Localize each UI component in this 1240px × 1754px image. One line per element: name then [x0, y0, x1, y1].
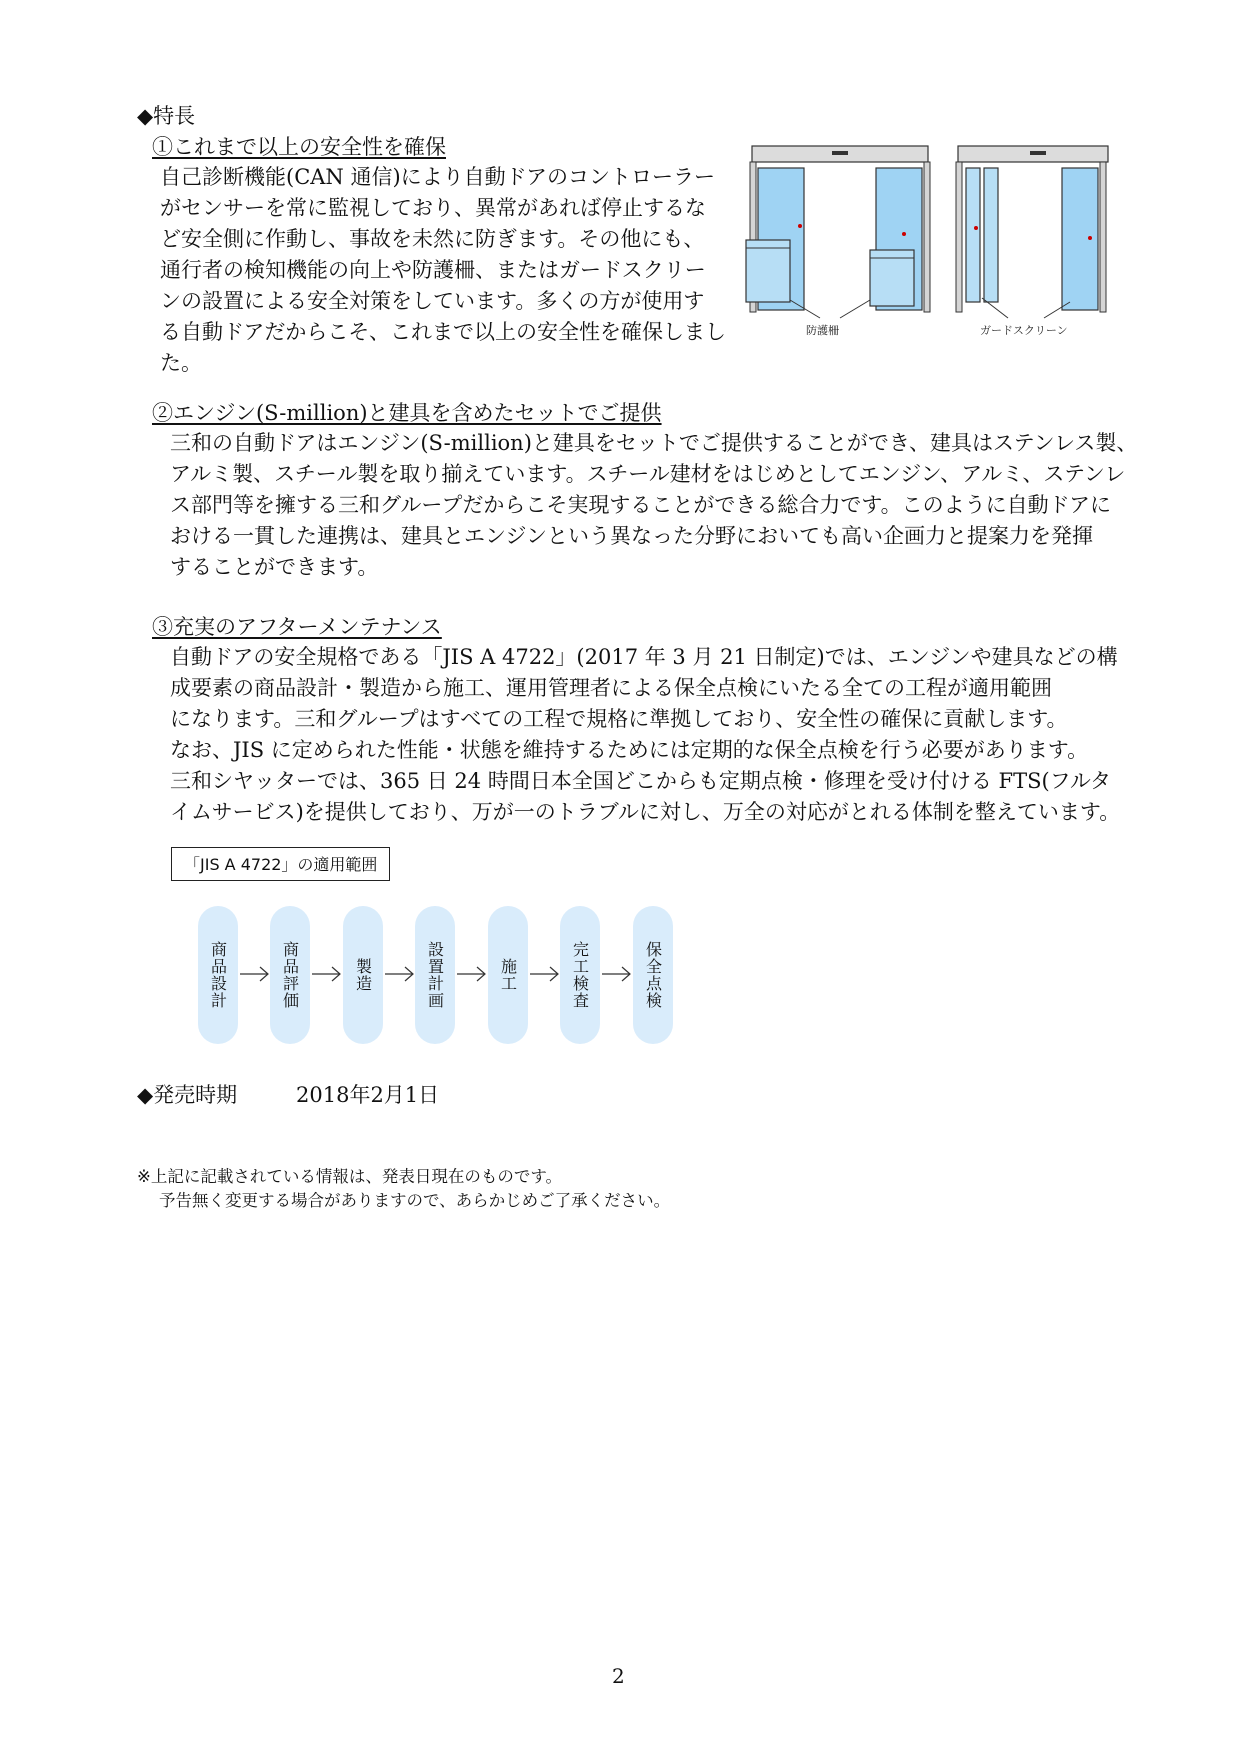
process-step: 商品設計 — [198, 906, 238, 1044]
process-step: 設置計画 — [415, 906, 455, 1044]
feature1-body: 自己診断機能(CAN 通信)により自動ドアのコントローラー がセンサーを常に監視しており、異常があれば停止するな ど安全側に作動し、事故を未然に防ぎます。その他にも、 通行者の検知機能の向上や防護柵、またはガードスクリー ンの設置による安全対策をしています。多くの方が使用す る自動ドアだからこそ、これまで以上の安全性を確保しまし た。 — [160, 165, 726, 375]
process-step: 施工 — [488, 906, 528, 1044]
note-line: ※上記に記載されている情報は、発表日現在のものです。 — [137, 1167, 563, 1186]
release-label: ◆発売時期 — [137, 1083, 238, 1107]
caption-guard-screen: ガードスクリーン — [980, 324, 1068, 337]
jis-scope-label: 「JIS A 4722」の適用範囲 — [171, 847, 390, 881]
arrow-right-icon — [310, 964, 342, 984]
release-date: 2018年2月1日 — [296, 1083, 440, 1107]
section-title: ◆特長 — [137, 104, 196, 128]
note-line: 予告無く変更する場合がありますので、あらかじめご了承ください。 — [159, 1191, 671, 1210]
feature2-body: 三和の自動ドアはエンジン(S-million)と建具をセットでご提供することができ、建具はステンレス製、 アルミ製、スチール製を取り揃えています。スチール建材をはじめとしてエンジン、アルミ、ステンレ ス部門等を擁する三和グループだからこそ実現することができる総合力です。このように自動ドアに おける一貫した連携は、建具とエンジンという異なった分野においても高い企画力と提案力を発揮 することができます。 — [170, 431, 1138, 579]
caption-guard-fence: 防護柵 — [806, 324, 839, 337]
process-step: 完工検査 — [560, 906, 600, 1044]
process-step: 商品評価 — [270, 906, 310, 1044]
door-guard-screen-image — [956, 146, 1108, 337]
door-guard-fence-image — [746, 146, 930, 337]
feature3-body: 自動ドアの安全規格である「JIS A 4722」(2017 年 3 月 21 日制定)では、エンジンや建具などの構 成要素の商品設計・製造から施工、運用管理者による保全点検にいたる全ての工程が適用範囲 になります。三和グループはすべての工程で規格に準拠しており、安全性の確保に貢献します。 なお、JIS に定められた性能・状態を維持するためには定期的な保全点検を行う必要があります。 三和シヤッターでは、365 日 24 時間日本全国どこからも定期点検・修理を受け付ける FTS(フルタ イムサービス)を提供しており、万が一のトラブルに対し、万全の対応がとれる体制を整えています。 — [170, 645, 1121, 824]
door-illustrations — [740, 142, 1110, 342]
feature2-heading: ②エンジン(S-million)と建具を含めたセットでご提供 — [152, 401, 662, 425]
page-number: 2 — [612, 1664, 625, 1688]
arrow-right-icon — [455, 964, 487, 984]
feature1-heading: ①これまで以上の安全性を確保 — [152, 135, 446, 159]
arrow-right-icon — [383, 964, 415, 984]
feature3-heading: ③充実のアフターメンテナンス — [152, 615, 442, 639]
arrow-right-icon — [600, 964, 632, 984]
process-step: 保全点検 — [633, 906, 673, 1044]
arrow-right-icon — [238, 964, 270, 984]
notes — [137, 1165, 670, 1213]
process-step: 製造 — [343, 906, 383, 1044]
arrow-right-icon — [528, 964, 560, 984]
